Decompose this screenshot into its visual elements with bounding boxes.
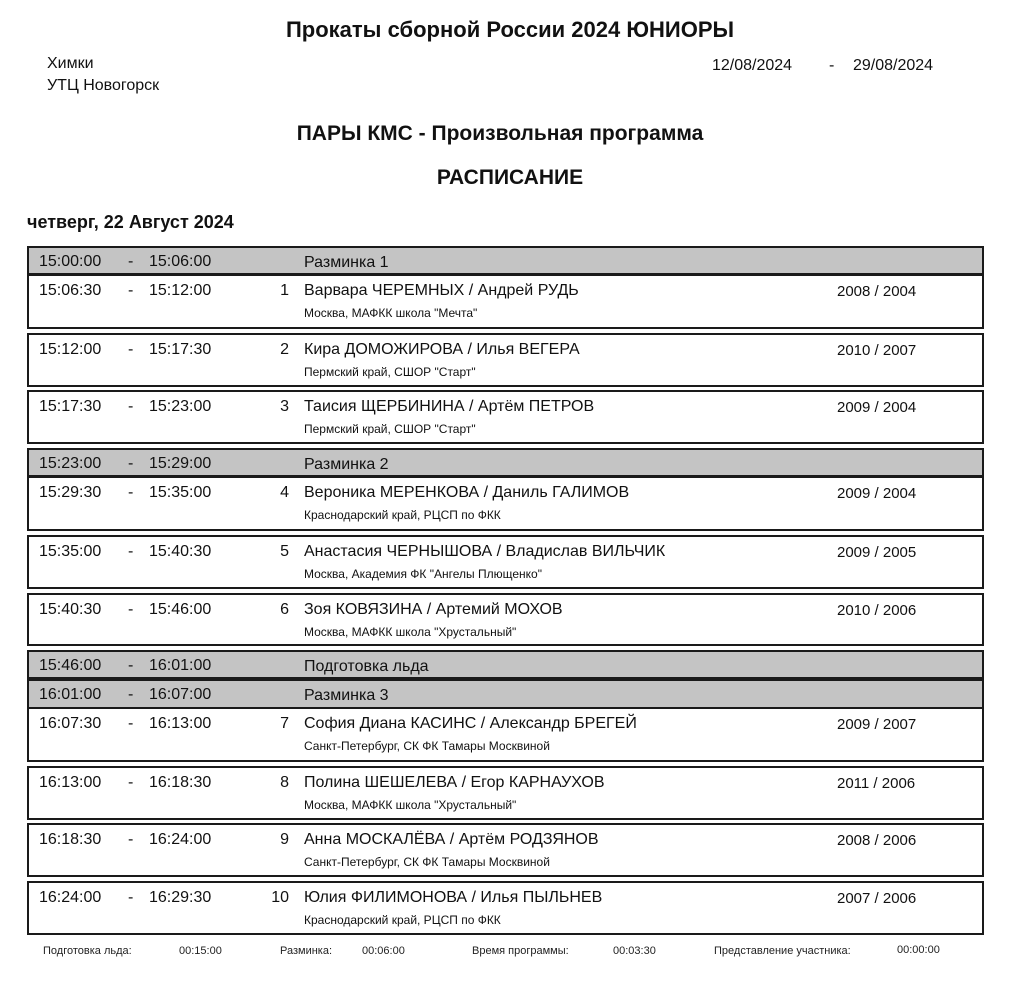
end-time: 15:12:00 (149, 282, 212, 299)
pair-names: София Диана КАСИНС / Александр БРЕГЕЙ (304, 715, 637, 732)
time-separator: - (128, 484, 134, 501)
end-time: 16:24:00 (149, 831, 212, 848)
date-to: 29/08/2024 (853, 57, 934, 74)
pair-names: Зоя КОВЯЗИНА / Артемий МОХОВ (304, 601, 563, 618)
skater-row (27, 766, 984, 820)
time-separator: - (128, 715, 134, 732)
start-time: 15:06:30 (39, 282, 102, 299)
start-time: 16:01:00 (39, 686, 102, 703)
birth-years: 2009 / 2004 (837, 399, 917, 416)
skater-row (27, 478, 984, 531)
start-time: 15:40:30 (39, 601, 102, 618)
start-time: 15:23:00 (39, 455, 102, 472)
ice-prep-value: 00:15:00 (179, 945, 222, 957)
end-time: 16:29:30 (149, 889, 212, 906)
category-title: ПАРЫ КМС - Произвольная программа (296, 122, 704, 145)
end-time: 15:29:00 (149, 455, 212, 472)
venue: УТЦ Новогорск (47, 77, 160, 94)
start-number: 10 (271, 889, 289, 906)
break-label: Разминка 3 (304, 687, 389, 704)
start-number: 3 (280, 398, 289, 415)
time-separator: - (128, 398, 134, 415)
skater-row (27, 593, 984, 646)
birth-years: 2007 / 2006 (837, 890, 917, 907)
start-time: 15:17:30 (39, 398, 102, 415)
pair-names: Анастасия ЧЕРНЫШОВА / Владислав ВИЛЬЧИК (304, 543, 666, 560)
club: Пермский край, СШОР "Старт" (304, 365, 476, 379)
time-separator: - (128, 341, 134, 358)
birth-years: 2009 / 2007 (837, 716, 917, 733)
club: Москва, Академия ФК "Ангелы Плющенко" (304, 567, 542, 581)
time-separator: - (128, 601, 134, 618)
pair-names: Кира ДОМОЖИРОВА / Илья ВЕГЕРА (304, 341, 580, 358)
start-number: 1 (280, 282, 289, 299)
end-time: 15:40:30 (149, 543, 212, 560)
club: Санкт-Петербург, СК ФК Тамары Москвиной (304, 739, 550, 753)
start-time: 15:46:00 (39, 657, 102, 674)
warmup-label: Разминка: (280, 945, 333, 957)
date-from: 12/08/2024 (712, 57, 793, 74)
skater-row (27, 823, 984, 877)
start-number: 6 (280, 601, 289, 618)
start-time: 15:12:00 (39, 341, 102, 358)
program-time-value: 00:03:30 (613, 945, 656, 957)
day-heading: четверг, 22 Август 2024 (27, 212, 234, 232)
ice-prep-label: Подготовка льда: (43, 945, 132, 957)
birth-years: 2008 / 2004 (837, 283, 917, 300)
time-separator: - (128, 282, 134, 299)
date-separator: - (829, 57, 835, 74)
time-separator: - (128, 253, 134, 270)
club: Москва, МАФКК школа "Хрустальный" (304, 625, 517, 639)
birth-years: 2010 / 2006 (837, 602, 917, 619)
skater-row (27, 535, 984, 589)
club: Москва, МАФКК школа "Хрустальный" (304, 798, 517, 812)
city: Химки (47, 55, 94, 72)
start-time: 16:13:00 (39, 774, 102, 791)
time-separator: - (128, 657, 134, 674)
time-separator: - (128, 543, 134, 560)
start-time: 15:00:00 (39, 253, 102, 270)
birth-years: 2010 / 2007 (837, 342, 917, 359)
start-number: 4 (280, 484, 289, 501)
start-number: 2 (280, 341, 289, 358)
schedule-title: РАСПИСАНИЕ (436, 166, 584, 189)
end-time: 15:06:00 (149, 253, 212, 270)
end-time: 15:23:00 (149, 398, 212, 415)
club: Санкт-Петербург, СК ФК Тамары Москвиной (304, 855, 550, 869)
presentation-label: Представление участника: (714, 945, 851, 957)
end-time: 16:01:00 (149, 657, 212, 674)
time-separator: - (128, 774, 134, 791)
warmup-row (27, 246, 984, 276)
pair-names: Варвара ЧЕРЕМНЫХ / Андрей РУДЬ (304, 282, 579, 299)
pair-names: Анна МОСКАЛЁВА / Артём РОДЗЯНОВ (304, 831, 599, 848)
skater-row (27, 333, 984, 387)
end-time: 16:18:30 (149, 774, 212, 791)
birth-years: 2009 / 2005 (837, 544, 917, 561)
break-label: Разминка 1 (304, 254, 389, 271)
club: Москва, МАФКК школа "Мечта" (304, 306, 478, 320)
program-time-label: Время программы: (472, 945, 569, 957)
pair-names: Таисия ЩЕРБИНИНА / Артём ПЕТРОВ (304, 398, 595, 415)
presentation-value: 00:00:00 (897, 944, 940, 956)
warmup-value: 00:06:00 (362, 945, 405, 957)
start-time: 15:35:00 (39, 543, 102, 560)
ice-preparation-row (27, 650, 984, 680)
end-time: 16:13:00 (149, 715, 212, 732)
break-label: Подготовка льда (304, 658, 429, 675)
end-time: 15:35:00 (149, 484, 212, 501)
end-time: 16:07:00 (149, 686, 212, 703)
end-time: 15:17:30 (149, 341, 212, 358)
birth-years: 2011 / 2006 (837, 775, 916, 792)
break-label: Разминка 2 (304, 456, 389, 473)
start-time: 16:18:30 (39, 831, 102, 848)
start-number: 9 (280, 831, 289, 848)
warmup-row (27, 448, 984, 478)
pair-names: Юлия ФИЛИМОНОВА / Илья ПЫЛЬНЕВ (304, 889, 603, 906)
birth-years: 2009 / 2004 (837, 485, 917, 502)
birth-years: 2008 / 2006 (837, 832, 917, 849)
start-number: 5 (280, 543, 289, 560)
club: Краснодарский край, РЦСП по ФКК (304, 913, 501, 927)
skater-row (27, 709, 984, 762)
start-number: 8 (280, 774, 289, 791)
warmup-row (27, 679, 984, 710)
start-number: 7 (280, 715, 289, 732)
time-separator: - (128, 831, 134, 848)
event-title: Прокаты сборной России 2024 ЮНИОРЫ (285, 17, 735, 42)
club: Пермский край, СШОР "Старт" (304, 422, 476, 436)
skater-row (27, 276, 984, 329)
time-separator: - (128, 455, 134, 472)
time-separator: - (128, 889, 134, 906)
pair-names: Полина ШЕШЕЛЕВА / Егор КАРНАУХОВ (304, 774, 605, 791)
start-time: 15:29:30 (39, 484, 102, 501)
skater-row (27, 881, 984, 935)
club: Краснодарский край, РЦСП по ФКК (304, 508, 501, 522)
start-time: 16:07:30 (39, 715, 102, 732)
time-separator: - (128, 686, 134, 703)
pair-names: Вероника МЕРЕНКОВА / Даниль ГАЛИМОВ (304, 484, 630, 501)
skater-row (27, 390, 984, 444)
start-time: 16:24:00 (39, 889, 102, 906)
end-time: 15:46:00 (149, 601, 212, 618)
